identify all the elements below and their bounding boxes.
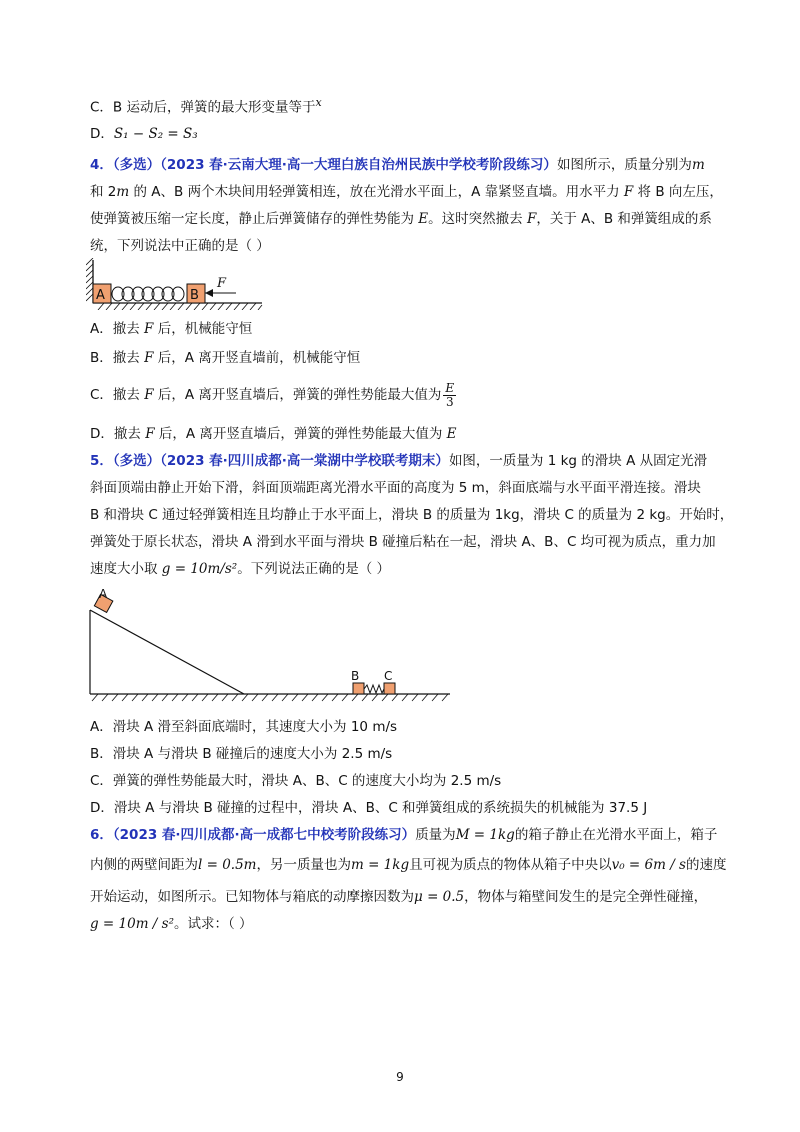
block-b-label: B <box>190 288 199 303</box>
q6-l2-equation-2: m = 1kg <box>350 857 410 873</box>
q5-option-a: A．滑块 A 滑至斜面底端时，其速度大小为 10 m/s <box>90 719 398 735</box>
q6-l1-b: 的箱子静止在光滑水平面上，箱子 <box>514 827 718 843</box>
q4-opt-b-var: F <box>144 350 154 366</box>
q6-line-4 <box>90 914 253 934</box>
q6-line-3 <box>90 887 707 907</box>
slider-a-label: A <box>99 588 108 601</box>
q4-opt-c-2: 后，A 离开竖直墙后，弹簧的弹性势能最大值为 <box>153 387 442 403</box>
q4-var-m: m <box>691 157 705 173</box>
ground-hatching <box>98 303 262 310</box>
q4-source: （2023 春·云南大理·高一大理白族自治州民族中学校考阶段练习） <box>160 157 557 173</box>
q4-number: 4． <box>90 157 113 173</box>
q6-l3-b: ，物体与箱壁间发生的是完全弹性碰撞， <box>464 889 708 905</box>
q4-option-a <box>90 319 252 339</box>
q5-line-4: 弹簧处于原长状态，滑块 A 滑到水平面与滑块 B 碰撞后粘在一起，滑块 A、B、C 均可视为质点，重力加 <box>90 534 716 550</box>
q6-source: （2023 春·四川成都·高一成都七中校考阶段练习） <box>112 827 416 843</box>
q4-l2-var-m: m <box>116 184 130 200</box>
page-number: 9 <box>396 1070 404 1084</box>
q5-option-c: C．弹簧的弹性势能最大时，滑块 A、B、C 的速度大小均为 2.5 m/s <box>90 773 502 789</box>
q5-line-3: B 和滑块 C 通过轻弹簧相连且均静止于水平面上，滑块 B 的质量为 1kg，滑块 C 的质量为 2 kg。开始时， <box>90 507 734 523</box>
spring <box>364 685 384 693</box>
q5-line-2: 斜面顶端由静止开始下滑，斜面顶端距离光滑水平面的高度为 5 m，斜面底端与水平面平滑连接。滑块 <box>90 480 701 496</box>
q4-l3-var-f: F <box>526 211 537 227</box>
q4-l2-a: 和 2 <box>90 184 117 200</box>
q6-l4-b: 。试求：（ ） <box>174 916 253 932</box>
q6-number: 6． <box>90 827 113 843</box>
q6-l2-a: 内侧的两壁间距为 <box>90 857 198 873</box>
q5-l5-post: 。下列说法正确的是（ ） <box>237 561 390 577</box>
spring <box>112 287 184 301</box>
q4-opt-c-var: F <box>144 387 154 403</box>
slider-c <box>384 683 395 694</box>
force-label: F <box>217 276 227 291</box>
q4-opt-a-var: F <box>144 321 154 337</box>
q5-line-1 <box>90 451 707 471</box>
q6-l4-equation: g = 10m / s² <box>90 916 174 932</box>
q3-option-c-text: C．B 运动后，弹簧的最大形变量等于 <box>90 99 316 116</box>
q5-tag: （多选） <box>112 453 161 469</box>
q6-l3-a: 开始运动，如图所示。已知物体与箱底的动摩擦因数为 <box>90 889 414 905</box>
q5-line-5 <box>90 559 390 579</box>
q6-l2-d: 的速度 <box>685 857 727 873</box>
q4-opt-d-1: D．撤去 <box>90 426 146 442</box>
q4-option-d <box>90 424 457 444</box>
q4-spring-figure <box>86 258 266 310</box>
q4-l2-b: 的 A、B 两个木块间用轻弹簧相连，放在光滑水平面上，A 靠紧竖直墙。用水平力 <box>129 184 624 200</box>
q6-l2-c: 且可视为质点的物体从箱子中央以 <box>409 857 612 873</box>
q4-l2-var-f: F <box>623 184 634 200</box>
q6-line-2 <box>90 855 726 875</box>
q3-option-d <box>90 124 198 144</box>
incline-slope <box>90 610 244 694</box>
q4-line-1 <box>90 155 705 175</box>
q5-l5-pre: 速度大小取 <box>90 561 162 577</box>
q4-option-b <box>90 348 360 368</box>
q4-l3-a: 使弹簧被压缩一定长度，静止后弹簧储存的弹性势能为 <box>90 211 419 227</box>
q6-l2-equation-1: l = 0.5m <box>198 857 257 873</box>
q4-opt-a-1: A．撤去 <box>90 321 145 337</box>
force-arrow-head <box>205 289 213 297</box>
q3-option-d-label: D． <box>90 126 114 142</box>
q6-l1-a: 质量为 <box>415 827 456 843</box>
block-a-label: A <box>96 288 105 303</box>
slider-c-label: C <box>384 669 393 683</box>
q4-opt-b-1: B．撤去 <box>90 350 145 366</box>
q6-l3-equation: μ = 0.5 <box>414 889 465 905</box>
q4-line-4: 统，下列说法中正确的是（ ） <box>90 238 270 254</box>
q5-text: 如图，一质量为 1 kg 的滑块 A 从固定光滑 <box>448 453 708 469</box>
q4-l2-c: 将 B 向左压， <box>633 184 723 200</box>
q6-l2-b: ，另一质量也为 <box>256 857 351 873</box>
q5-source: （2023 春·四川成都·高一棠湖中学校联考期末） <box>160 453 449 469</box>
q4-l3-b: 。这时突然撤去 <box>428 211 527 227</box>
q5-number: 5． <box>90 453 113 469</box>
q5-incline-figure <box>84 588 456 708</box>
q4-opt-d-var-e: E <box>446 426 457 442</box>
fraction-numerator: E <box>445 380 455 395</box>
ground-hatching <box>92 694 448 701</box>
q6-l2-equation-3: v₀ = 6m / s <box>611 857 686 873</box>
q3-option-c-var: x <box>315 96 322 109</box>
q4-opt-c-1: C．撤去 <box>90 387 145 403</box>
q4-l3-var-e: E <box>418 211 429 227</box>
q4-opt-d-2: 后，A 离开竖直墙后，弹簧的弹性势能最大值为 <box>154 426 447 442</box>
q3-option-c <box>90 93 322 118</box>
q4-opt-b-2: 后，A 离开竖直墙前，机械能守恒 <box>153 350 361 366</box>
q3-option-d-equation: S₁ − S₂ = S₃ <box>113 126 198 142</box>
fraction-denominator: 3 <box>445 394 454 409</box>
q4-l3-c: ，关于 A、B 和弹簧组成的系 <box>536 211 712 227</box>
q5-option-d: D．滑块 A 与滑块 B 碰撞的过程中，滑块 A、B、C 和弹簧组成的系统损失的机械能为 37.5 J <box>90 800 648 816</box>
q4-opt-c-fraction <box>443 382 456 409</box>
q4-line-2 <box>90 182 723 202</box>
q5-option-b: B．滑块 A 与滑块 B 碰撞后的速度大小为 2.5 m/s <box>90 746 393 762</box>
q4-opt-a-2: 后，机械能守恒 <box>153 321 253 337</box>
slider-b-label: B <box>351 669 360 683</box>
q6-l1-equation: M = 1kg <box>455 827 515 843</box>
slider-b <box>353 683 364 694</box>
q4-option-c <box>90 378 458 412</box>
q4-text: 如图所示，质量分别为 <box>556 157 692 173</box>
q4-opt-d-var: F <box>145 426 155 442</box>
q5-l5-equation: g = 10m/s² <box>161 561 238 577</box>
wall-hatching <box>86 258 93 301</box>
q4-line-3 <box>90 209 712 229</box>
q6-line-1 <box>90 825 717 845</box>
q4-tag: （多选） <box>112 157 161 173</box>
